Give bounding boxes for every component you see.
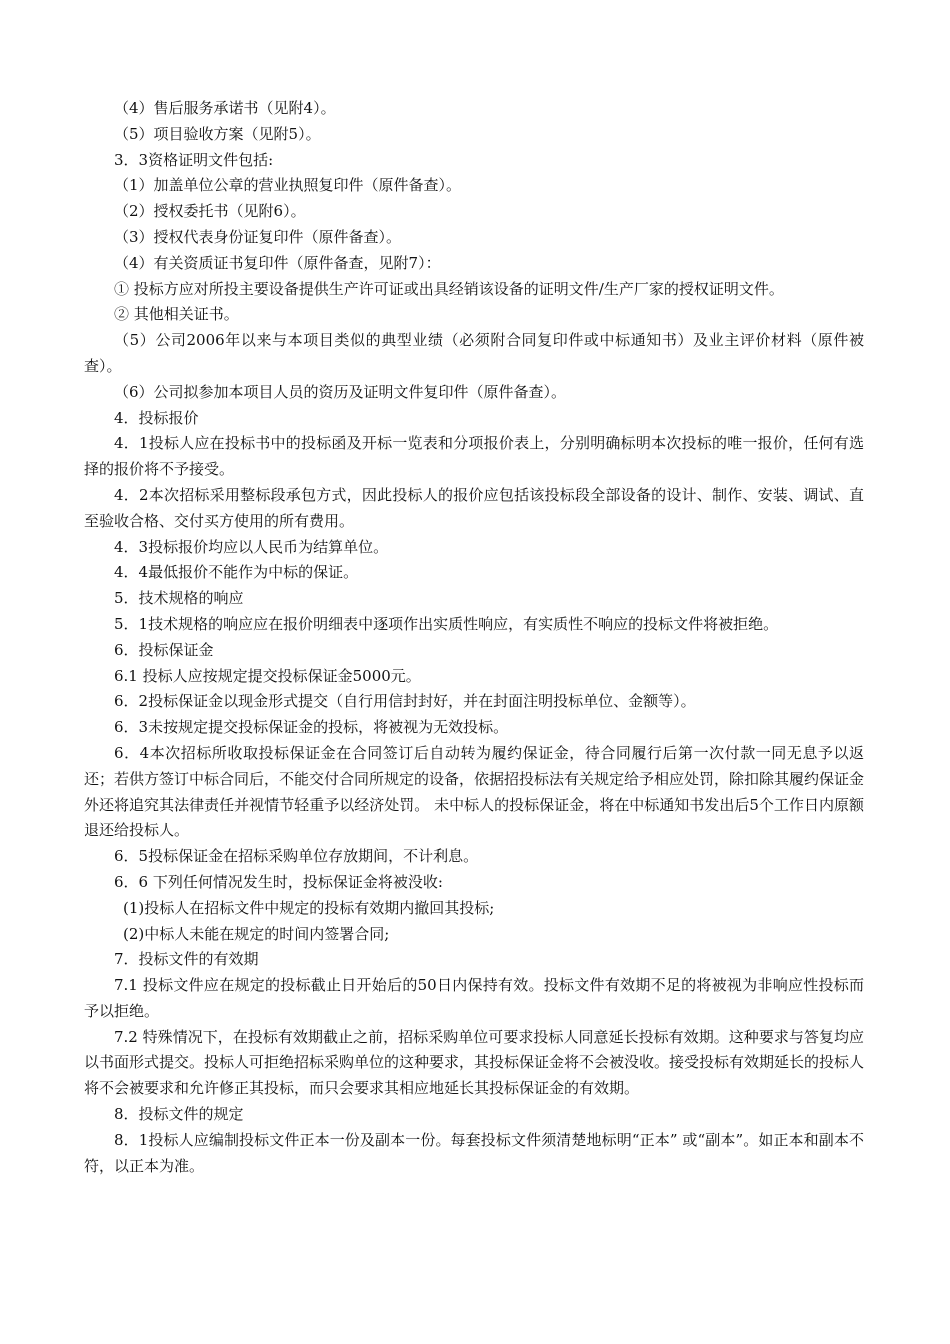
paragraph-4-3: 4．3投标报价均应以人民币为结算单位。 [114, 537, 389, 556]
paragraph-6-4: 6．4本次招标所收取投标保证金在合同签订后自动转为履约保证金，待合同履行后第一次付款一同无息予以返还；若供方签订中标合同后，不能交付合同所规定的设备，依据招投标法有关规定给予相应处罚，除扣除其履约保证金外还将追究其法律责任并视情节轻重予以经济处罚。 未中标人的投标保证金，将在中标通知书发出后5个工作日内原额退还给投标人。 [84, 743, 865, 840]
paragraph-6-6-1: (1)投标人在招标文件中规定的投标有效期内撤回其投标; [123, 898, 495, 917]
paragraph-3-3-3: （3）授权代表身份证复印件（原件备查）。 [114, 227, 402, 246]
paragraph-3-3-4: （4）有关资质证书复印件（原件备查，见附7）： [114, 253, 441, 272]
section-5-heading: 5．技术规格的响应 [114, 589, 244, 608]
paragraph-item-1: ① 投标方应对所投主要设备提供生产许可证或出具经销该设备的证明文件/生产厂家的授权证明文件。 [114, 279, 784, 298]
section-6-heading: 6．投标保证金 [114, 640, 214, 659]
paragraph-item-2: ② 其他相关证书。 [114, 305, 239, 324]
section-8-heading: 8．投标文件的规定 [114, 1105, 244, 1124]
paragraph-6-6-2: (2)中标人未能在规定的时间内签署合同; [123, 924, 390, 943]
paragraph-4-5: （5）项目验收方案（见附5）。 [114, 124, 321, 143]
paragraph-5-1: 5．1技术规格的响应应在报价明细表中逐项作出实质性响应，有实质性不响应的投标文件将被拒绝。 [114, 614, 779, 633]
paragraph-4-4b: 4．4最低报价不能作为中标的保证。 [114, 563, 359, 582]
paragraph-4-2: 4．2本次招标采用整标段承包方式，因此投标人的报价应包括该投标段全部设备的设计、制作、安装、调试、直至验收合格、交付买方使用的所有费用。 [84, 485, 864, 530]
paragraph-7-2: 7.2 特殊情况下，在投标有效期截止之前，招标采购单位可要求投标人同意延长投标有效期。这种要求与答复均应以书面形式提交。投标人可拒绝招标采购单位的这种要求，其投标保证金将不会被没收。接受投标有效期延长的投标人将不会被要求和允许修正其投标，而只会要求其相应地延长其投标保证金的有效期。 [84, 1027, 865, 1098]
section-7-heading: 7．投标文件的有效期 [114, 950, 259, 969]
paragraph-3-3-5: （5）公司2006年以来与本项目类似的典型业绩（必须附合同复印件或中标通知书）及业主评价材料（原件被查）。 [84, 331, 864, 375]
paragraph-3-3-6: （6）公司拟参加本项目人员的资历及证明文件复印件（原件备查）。 [114, 382, 567, 401]
paragraph-6-5: 6．5投标保证金在招标采购单位存放期间，不计利息。 [114, 847, 479, 866]
section-3-3: 3．3资格证明文件包括: [114, 150, 274, 169]
paragraph-6-3: 6．3未按规定提交投标保证金的投标，将被视为无效投标。 [114, 718, 509, 737]
paragraph-3-3-1: （1）加盖单位公章的营业执照复印件（原件备查）。 [114, 176, 462, 195]
paragraph-4-1: 4．1投标人应在投标书中的投标函及开标一览表和分项报价表上，分别明确标明本次投标的唯一报价，任何有选择的报价将不予接受。 [84, 434, 864, 479]
document-body [84, 96, 864, 1179]
paragraph-6-1: 6.1 投标人应按规定提交投标保证金5000元。 [114, 666, 421, 685]
paragraph-8-1: 8．1投标人应编制投标文件正本一份及副本一份。每套投标文件须清楚地标明“正本” 或“副本”。如正本和副本不符，以正本为准。 [84, 1130, 864, 1175]
paragraph-6-2: 6．2投标保证金以现金形式提交（自行用信封封好，并在封面注明投标单位、金额等）。 [114, 692, 696, 711]
paragraph-6-6: 6．6 下列任何情况发生时，投标保证金将被没收: [114, 872, 443, 891]
paragraph-3-3-2: （2）授权委托书（见附6）。 [114, 202, 306, 221]
paragraph-4-4: （4）售后服务承诺书（见附4）。 [114, 99, 336, 117]
section-4-heading: 4．投标报价 [114, 408, 199, 427]
paragraph-7-1: 7.1 投标文件应在规定的投标截止日开始后的50日内保持有效。投标文件有效期不足的将被视为非响应性投标而予以拒绝。 [84, 976, 864, 1020]
